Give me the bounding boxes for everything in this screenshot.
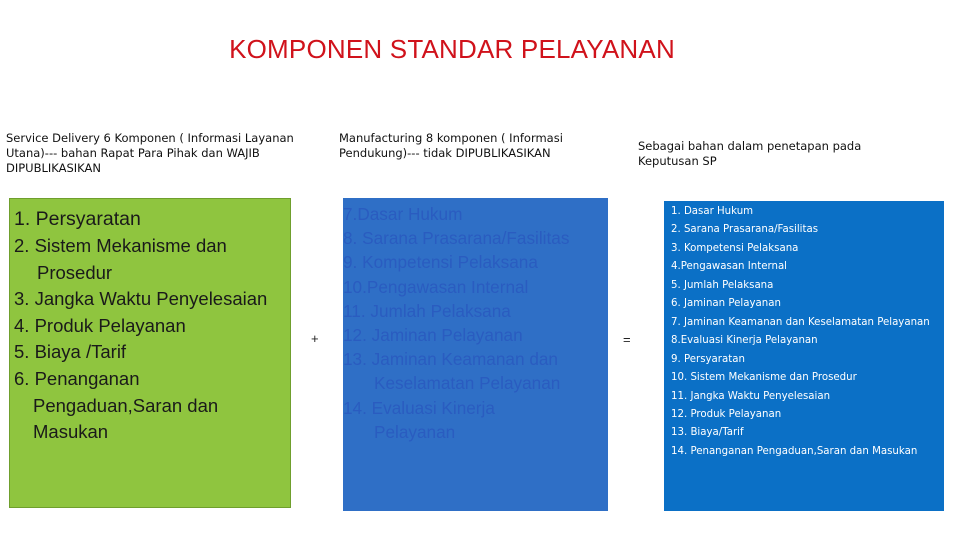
list-item: 10.Pengawasan Internal (343, 276, 529, 297)
list-item: Pelayanan (374, 421, 456, 442)
page-title: KOMPONEN STANDAR PELAYANAN (229, 34, 675, 64)
list-item: Masukan (33, 421, 109, 443)
plus-sign: + (311, 331, 319, 346)
list-item: 2. Sistem Mekanisme dan (14, 235, 227, 256)
list-item: 14. Evaluasi Kinerja (343, 397, 495, 418)
manufacturing-box (343, 198, 608, 511)
list-item: 13. Jaminan Keamanan dan (343, 349, 558, 370)
list-item: 6. Jaminan Pelayanan (671, 298, 781, 310)
list-item: 7. Jaminan Keamanan dan Keselamatan Pelayanan (671, 316, 930, 328)
service-delivery-caption: Service Delivery 6 Komponen ( Informasi Layanan Utana)--- bahan Rapat Para Pihak dan WAJIB DIPUBLIKASIKAN (6, 131, 294, 175)
list-item: 8. Sarana Prasarana/Fasilitas (343, 228, 570, 249)
list-item: 12. Produk Pelayanan (671, 408, 782, 420)
combined-components-list (671, 203, 930, 461)
list-item: 8.Evaluasi Kinerja Pelayanan (671, 335, 818, 347)
list-item: 12. Jaminan Pelayanan (343, 325, 523, 346)
list-item: Keselamatan Pelayanan (374, 373, 561, 394)
list-item: 5. Biaya /Tarif (14, 341, 127, 363)
manufacturing-list (343, 202, 569, 444)
decision-caption: Sebagai bahan dalam penetapan pada Keputusan SP (638, 139, 862, 168)
list-item: 11. Jangka Waktu Penyelesaian (671, 390, 831, 402)
combined-components-box (664, 201, 944, 511)
list-item: 3. Jangka Waktu Penyelesaian (14, 288, 268, 310)
list-item: 11. Jumlah Pelaksana (343, 300, 511, 321)
service-delivery-box (9, 198, 291, 508)
list-item: 5. Jumlah Pelaksana (671, 279, 774, 291)
list-item: 9. Kompetensi Pelaksana (343, 252, 538, 273)
list-item: Pengaduan,Saran dan (33, 394, 219, 416)
list-item: 2. Sarana Prasarana/Fasilitas (671, 224, 819, 236)
list-item: 3. Kompetensi Pelaksana (671, 242, 799, 254)
list-item: Prosedur (37, 261, 113, 283)
manufacturing-caption: Manufacturing 8 komponen ( Informasi Pendukung)--- tidak DIPUBLIKASIKAN (339, 131, 563, 160)
list-item: 14. Penanganan Pengaduan,Saran dan Masukan (671, 445, 918, 457)
list-item: 6. Penanganan (14, 367, 140, 389)
list-item: 1. Dasar Hukum (671, 206, 754, 217)
list-item: 1. Persyaratan (14, 208, 141, 230)
list-item: 4. Produk Pelayanan (14, 314, 186, 336)
list-item: 4.Pengawasan Internal (671, 261, 788, 273)
list-item: 7.Dasar Hukum (343, 204, 463, 224)
list-item: 10. Sistem Mekanisme dan Prosedur (671, 372, 857, 384)
service-delivery-list (14, 205, 267, 446)
equals-sign: = (623, 332, 631, 347)
list-item: 9. Persyaratan (671, 353, 745, 365)
list-item: 13. Biaya/Tarif (671, 427, 744, 439)
